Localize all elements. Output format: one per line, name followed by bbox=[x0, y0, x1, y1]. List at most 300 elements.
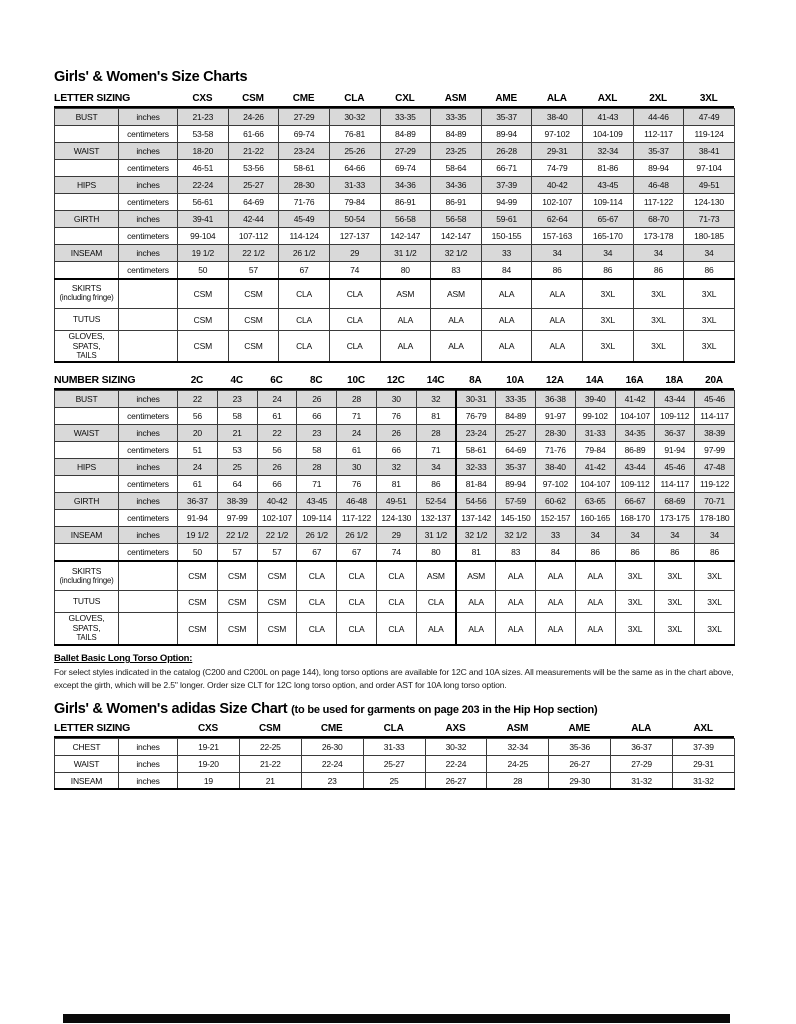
size-cell: 67 bbox=[337, 544, 377, 561]
size-cell: 26-28 bbox=[481, 143, 532, 160]
garment-label-text: SKIRTS bbox=[71, 565, 102, 576]
size-cell: 109-114 bbox=[583, 194, 634, 211]
size-cell: 150-155 bbox=[481, 228, 532, 245]
column-header: CSM bbox=[242, 93, 264, 104]
size-cell: 22 1/2 bbox=[257, 527, 297, 544]
size-cell: 35-36 bbox=[549, 738, 611, 755]
size-cell: 34 bbox=[695, 527, 735, 544]
size-cell: ALA bbox=[380, 309, 431, 331]
note-line-2: except the girth, which will be 2.5" longer. Order size CLT for 12C long torso option, and order AST for 10A long torso option. bbox=[54, 679, 507, 690]
size-cell: ALA bbox=[481, 309, 532, 331]
garment-row bbox=[55, 613, 735, 645]
size-cell: ALA bbox=[456, 613, 496, 645]
row-label: INSEAM bbox=[55, 527, 119, 544]
row-label: WAIST bbox=[55, 425, 119, 442]
table-row bbox=[55, 408, 735, 425]
page-bottom-bar bbox=[63, 1014, 730, 1023]
size-cell: 76 bbox=[376, 408, 416, 425]
size-cell: 84-89 bbox=[380, 126, 431, 143]
size-cell: 71-76 bbox=[536, 442, 576, 459]
size-cell: CSM bbox=[178, 309, 229, 331]
size-cell: ALA bbox=[536, 591, 576, 613]
size-cell: 86 bbox=[615, 544, 655, 561]
size-cell: 18-20 bbox=[178, 143, 229, 160]
garment-label bbox=[55, 279, 119, 309]
size-cell: 66-71 bbox=[481, 160, 532, 177]
size-cell: 84-89 bbox=[431, 126, 482, 143]
size-cell: CSM bbox=[217, 613, 257, 645]
size-cell: 114-117 bbox=[695, 408, 735, 425]
size-cell: 57 bbox=[257, 544, 297, 561]
size-cell: 97-99 bbox=[217, 510, 257, 527]
column-header: CLA bbox=[383, 722, 404, 734]
size-cell: 57 bbox=[217, 544, 257, 561]
garment-row bbox=[55, 309, 735, 331]
unit-label: inches bbox=[119, 425, 178, 442]
size-cell: 40-42 bbox=[532, 177, 583, 194]
size-cell: CSM bbox=[228, 279, 279, 309]
size-cell: 22 1/2 bbox=[228, 245, 279, 262]
table-row bbox=[55, 772, 735, 789]
size-cell: ALA bbox=[496, 591, 536, 613]
column-header: CME bbox=[320, 722, 343, 734]
size-cell: 97-102 bbox=[532, 126, 583, 143]
size-cell: 57 bbox=[228, 262, 279, 279]
size-cell: CLA bbox=[376, 591, 416, 613]
row-label bbox=[55, 442, 119, 459]
size-cell: 66 bbox=[257, 476, 297, 493]
unit-label: centimeters bbox=[119, 160, 178, 177]
ballet-long-torso-note bbox=[54, 653, 734, 692]
size-cell: 37-39 bbox=[481, 177, 532, 194]
size-cell: 112-117 bbox=[633, 126, 684, 143]
size-cell: 31 1/2 bbox=[380, 245, 431, 262]
size-cell: 43-45 bbox=[583, 177, 634, 194]
size-cell: 97-104 bbox=[684, 160, 735, 177]
unit-label: centimeters bbox=[119, 408, 178, 425]
size-cell: 86 bbox=[532, 262, 583, 279]
size-cell: 3XL bbox=[695, 613, 735, 645]
row-label: INSEAM bbox=[55, 772, 119, 789]
size-cell: 33 bbox=[536, 527, 576, 544]
size-cell: 102-107 bbox=[532, 194, 583, 211]
unit-label: inches bbox=[119, 738, 178, 755]
size-cell: 80 bbox=[380, 262, 431, 279]
size-cell: 51 bbox=[178, 442, 218, 459]
size-cell: 3XL bbox=[684, 331, 735, 363]
size-cell: 26 bbox=[257, 459, 297, 476]
size-cell: ALA bbox=[575, 561, 615, 591]
column-header: 6C bbox=[270, 375, 283, 387]
size-cell: 160-165 bbox=[575, 510, 615, 527]
column-header: 14C bbox=[426, 375, 445, 387]
size-cell: 21 bbox=[217, 425, 257, 442]
unit-label: inches bbox=[119, 143, 178, 160]
size-cell: 23-25 bbox=[431, 143, 482, 160]
size-cell: 3XL bbox=[695, 591, 735, 613]
size-cell: 3XL bbox=[615, 613, 655, 645]
number-sizing-table bbox=[54, 374, 734, 645]
size-cell: 86-91 bbox=[431, 194, 482, 211]
size-cell: 34 bbox=[583, 245, 634, 262]
size-cell: 38-39 bbox=[217, 493, 257, 510]
size-cell: 22 1/2 bbox=[217, 527, 257, 544]
unit-label bbox=[119, 561, 178, 591]
table-row bbox=[55, 425, 735, 442]
size-cell: 61-66 bbox=[228, 126, 279, 143]
size-cell: 46-51 bbox=[178, 160, 229, 177]
row-label bbox=[55, 126, 119, 143]
size-cell: 3XL bbox=[615, 561, 655, 591]
size-cell: 165-170 bbox=[583, 228, 634, 245]
size-cell: 107-112 bbox=[228, 228, 279, 245]
note-heading: Ballet Basic Long Torso Option: bbox=[54, 652, 193, 664]
size-cell: 20 bbox=[178, 425, 218, 442]
size-cell: 168-170 bbox=[615, 510, 655, 527]
size-cell: 80 bbox=[416, 544, 456, 561]
section3-title bbox=[54, 701, 734, 717]
size-cell: 28-30 bbox=[536, 425, 576, 442]
size-cell: CLA bbox=[376, 561, 416, 591]
size-cell: 28 bbox=[337, 391, 377, 408]
size-cell: 58-61 bbox=[456, 442, 496, 459]
size-cell: CLA bbox=[297, 561, 337, 591]
size-cell: 56-61 bbox=[178, 194, 229, 211]
size-cell: 66 bbox=[297, 408, 337, 425]
unit-label bbox=[119, 591, 178, 613]
size-cell: CSM bbox=[178, 279, 229, 309]
size-cell: 34-35 bbox=[615, 425, 655, 442]
size-cell: 97-99 bbox=[695, 442, 735, 459]
size-cell: CLA bbox=[329, 331, 380, 363]
size-cell: 61 bbox=[257, 408, 297, 425]
size-cell: 21 bbox=[239, 772, 301, 789]
size-cell: 22-25 bbox=[239, 738, 301, 755]
garment-label-sub: (including fringe) bbox=[59, 575, 114, 585]
size-cell: 49-51 bbox=[684, 177, 735, 194]
row-label bbox=[55, 194, 119, 211]
size-cell: 33-35 bbox=[380, 109, 431, 126]
size-cell: 25 bbox=[363, 772, 425, 789]
garment-label-text: TUTUS bbox=[72, 596, 101, 607]
column-header: 2C bbox=[190, 375, 204, 387]
size-cell: 23 bbox=[297, 425, 337, 442]
size-cell: 31 1/2 bbox=[416, 527, 456, 544]
size-cell: ALA bbox=[536, 613, 576, 645]
table-row bbox=[55, 510, 735, 527]
size-cell: 86 bbox=[655, 544, 695, 561]
size-cell: 26 1/2 bbox=[279, 245, 330, 262]
table-row bbox=[55, 755, 735, 772]
size-cell: 50-54 bbox=[329, 211, 380, 228]
size-cell: 19 1/2 bbox=[178, 245, 229, 262]
size-cell: 32 bbox=[416, 391, 456, 408]
size-cell: 64 bbox=[217, 476, 257, 493]
size-cell: 25 bbox=[217, 459, 257, 476]
size-cell: 58-61 bbox=[279, 160, 330, 177]
size-cell: ALA bbox=[456, 591, 496, 613]
size-cell: 89-94 bbox=[496, 476, 536, 493]
size-cell: 84-89 bbox=[496, 408, 536, 425]
size-cell: 91-97 bbox=[536, 408, 576, 425]
garment-row bbox=[55, 331, 735, 363]
size-cell: CLA bbox=[297, 591, 337, 613]
size-cell: CSM bbox=[257, 613, 297, 645]
column-header: CXS bbox=[192, 93, 213, 104]
size-cell: 21-22 bbox=[228, 143, 279, 160]
size-cell: 3XL bbox=[583, 309, 634, 331]
size-cell: ALA bbox=[575, 613, 615, 645]
size-cell: 32-34 bbox=[583, 143, 634, 160]
column-header: AXL bbox=[597, 93, 618, 104]
size-cell: CSM bbox=[178, 561, 218, 591]
size-cell: 25-27 bbox=[363, 755, 425, 772]
section1-title bbox=[54, 69, 734, 85]
size-cell: 26 bbox=[297, 391, 337, 408]
size-cell: ALA bbox=[536, 561, 576, 591]
garment-label bbox=[55, 613, 119, 645]
row-label bbox=[55, 510, 119, 527]
size-cell: 3XL bbox=[615, 591, 655, 613]
table-header-row bbox=[54, 722, 734, 738]
size-cell: 60-62 bbox=[536, 493, 576, 510]
size-cell: 3XL bbox=[633, 331, 684, 363]
size-cell: 34-36 bbox=[431, 177, 482, 194]
column-header: 10A bbox=[506, 375, 525, 387]
row-label bbox=[55, 408, 119, 425]
table-header-label: NUMBER SIZING bbox=[54, 374, 136, 387]
row-label bbox=[55, 544, 119, 561]
size-cell: CLA bbox=[416, 591, 456, 613]
size-cell: 35-37 bbox=[633, 143, 684, 160]
size-cell: ALA bbox=[532, 279, 583, 309]
unit-label: inches bbox=[119, 755, 178, 772]
size-cell: 59-61 bbox=[481, 211, 532, 228]
size-cell: 180-185 bbox=[684, 228, 735, 245]
size-cell: 91-94 bbox=[178, 510, 218, 527]
size-cell: 53 bbox=[217, 442, 257, 459]
size-cell: CLA bbox=[279, 309, 330, 331]
size-cell: 39-40 bbox=[575, 391, 615, 408]
table-row bbox=[55, 211, 735, 228]
size-cell: 173-175 bbox=[655, 510, 695, 527]
size-cell: 22 bbox=[178, 391, 218, 408]
size-cell: 27-29 bbox=[611, 755, 673, 772]
size-cell: 86-91 bbox=[380, 194, 431, 211]
unit-label: inches bbox=[119, 772, 178, 789]
size-cell: 41-42 bbox=[575, 459, 615, 476]
note-line-1: For select styles indicated in the catalog (C200 and C200L on page 144), long torso options are available for 12C and 10A sizes. All measurements will be the same as in the chart above, bbox=[54, 666, 734, 677]
row-label bbox=[55, 476, 119, 493]
size-cell: 21-23 bbox=[178, 109, 229, 126]
size-cell: 33-35 bbox=[431, 109, 482, 126]
size-cell: 79-84 bbox=[575, 442, 615, 459]
size-cell: 27-29 bbox=[380, 143, 431, 160]
size-cell: 137-142 bbox=[456, 510, 496, 527]
size-cell: CSM bbox=[228, 309, 279, 331]
size-cell: 43-45 bbox=[297, 493, 337, 510]
size-cell: 52-54 bbox=[416, 493, 456, 510]
size-cell: 3XL bbox=[684, 309, 735, 331]
size-cell: 81-86 bbox=[583, 160, 634, 177]
size-cell: 36-38 bbox=[536, 391, 576, 408]
column-header: CLA bbox=[344, 93, 365, 104]
size-cell: CLA bbox=[376, 613, 416, 645]
size-cell: 19 bbox=[178, 772, 240, 789]
size-cell: 89-94 bbox=[633, 160, 684, 177]
size-cell: 21-22 bbox=[239, 755, 301, 772]
size-cell: 178-180 bbox=[695, 510, 735, 527]
size-cell: CSM bbox=[178, 613, 218, 645]
size-cell: CSM bbox=[178, 591, 218, 613]
size-cell: 29 bbox=[329, 245, 380, 262]
size-cell: 64-69 bbox=[228, 194, 279, 211]
garment-label-text: GLOVES, SPATS, bbox=[68, 331, 105, 351]
size-cell: 23 bbox=[301, 772, 363, 789]
size-cell: 64-66 bbox=[329, 160, 380, 177]
column-header: 12A bbox=[546, 375, 564, 387]
size-cell: 26 1/2 bbox=[297, 527, 337, 544]
size-cell: 74 bbox=[376, 544, 416, 561]
size-cell: 68-69 bbox=[655, 493, 695, 510]
size-cell: 23-24 bbox=[456, 425, 496, 442]
size-grid bbox=[54, 108, 735, 363]
size-cell: 86 bbox=[684, 262, 735, 279]
size-cell: 62-64 bbox=[532, 211, 583, 228]
size-cell: 19-21 bbox=[178, 738, 240, 755]
size-cell: CSM bbox=[178, 331, 229, 363]
size-cell: 34 bbox=[575, 527, 615, 544]
size-cell: 41-43 bbox=[583, 109, 634, 126]
row-label: INSEAM bbox=[55, 245, 119, 262]
column-header: 14A bbox=[585, 375, 604, 387]
size-cell: 109-112 bbox=[655, 408, 695, 425]
size-cell: 142-147 bbox=[431, 228, 482, 245]
size-cell: 30-32 bbox=[425, 738, 487, 755]
size-cell: 76-81 bbox=[329, 126, 380, 143]
table-row bbox=[55, 391, 735, 408]
size-cell: ALA bbox=[532, 331, 583, 363]
size-cell: 25-27 bbox=[496, 425, 536, 442]
size-cell: 70-71 bbox=[695, 493, 735, 510]
size-cell: 142-147 bbox=[380, 228, 431, 245]
size-cell: 36-37 bbox=[178, 493, 218, 510]
size-cell: 117-122 bbox=[633, 194, 684, 211]
size-cell: 157-163 bbox=[532, 228, 583, 245]
size-cell: 32 1/2 bbox=[496, 527, 536, 544]
size-cell: 32-34 bbox=[487, 738, 549, 755]
size-cell: 46-48 bbox=[633, 177, 684, 194]
size-cell: 104-107 bbox=[615, 408, 655, 425]
unit-label: inches bbox=[119, 211, 178, 228]
size-cell: 132-137 bbox=[416, 510, 456, 527]
garment-label bbox=[55, 561, 119, 591]
row-label: WAIST bbox=[55, 143, 119, 160]
size-cell: ALA bbox=[496, 613, 536, 645]
size-cell: 32 bbox=[376, 459, 416, 476]
row-label: GIRTH bbox=[55, 493, 119, 510]
size-cell: 46-48 bbox=[337, 493, 377, 510]
size-cell: 71 bbox=[416, 442, 456, 459]
size-cell: 58 bbox=[217, 408, 257, 425]
table-row bbox=[55, 262, 735, 279]
size-cell: CSM bbox=[257, 591, 297, 613]
unit-label bbox=[119, 613, 178, 645]
size-cell: 50 bbox=[178, 544, 218, 561]
unit-label bbox=[119, 309, 178, 331]
size-cell: ASM bbox=[431, 279, 482, 309]
column-header: 18A bbox=[665, 375, 684, 387]
size-cell: 83 bbox=[431, 262, 482, 279]
unit-label bbox=[119, 331, 178, 363]
table-row bbox=[55, 109, 735, 126]
column-header: 8A bbox=[469, 375, 482, 387]
size-cell: 69-74 bbox=[279, 126, 330, 143]
row-label: WAIST bbox=[55, 755, 119, 772]
table-row bbox=[55, 160, 735, 177]
size-cell: 29-31 bbox=[673, 755, 735, 772]
size-cell: 37-39 bbox=[673, 738, 735, 755]
size-cell: 30-32 bbox=[329, 109, 380, 126]
table-row bbox=[55, 194, 735, 211]
size-cell: 81-84 bbox=[456, 476, 496, 493]
size-cell: 30 bbox=[337, 459, 377, 476]
size-cell: 86 bbox=[583, 262, 634, 279]
size-cell: 64-69 bbox=[496, 442, 536, 459]
size-cell: 53-58 bbox=[178, 126, 229, 143]
size-cell: 86 bbox=[633, 262, 684, 279]
column-header: ASM bbox=[444, 93, 467, 104]
size-cell: 31-33 bbox=[363, 738, 425, 755]
size-cell: 57-59 bbox=[496, 493, 536, 510]
row-label bbox=[55, 160, 119, 177]
size-cell: CLA bbox=[279, 279, 330, 309]
size-cell: 86 bbox=[575, 544, 615, 561]
section3-subtitle: (to be used for garments on page 203 in the Hip Hop section) bbox=[291, 703, 598, 716]
row-label: BUST bbox=[55, 109, 119, 126]
section3-title-text: Girls' & Women's adidas Size Chart bbox=[54, 700, 288, 717]
size-cell: 67 bbox=[297, 544, 337, 561]
size-cell: CLA bbox=[329, 279, 380, 309]
size-cell: 3XL bbox=[655, 613, 695, 645]
column-header: 2XL bbox=[649, 93, 667, 104]
table-row bbox=[55, 442, 735, 459]
table-row bbox=[55, 544, 735, 561]
column-header: 3XL bbox=[699, 93, 718, 104]
size-cell: 99-102 bbox=[575, 408, 615, 425]
size-cell: 124-130 bbox=[684, 194, 735, 211]
size-cell: 22-24 bbox=[425, 755, 487, 772]
table-header-label: LETTER SIZING bbox=[54, 92, 131, 104]
size-cell: 86 bbox=[416, 476, 456, 493]
size-cell: 53-56 bbox=[228, 160, 279, 177]
size-cell: 28-30 bbox=[279, 177, 330, 194]
size-cell: 65-67 bbox=[583, 211, 634, 228]
size-cell: 29 bbox=[376, 527, 416, 544]
size-cell: 102-107 bbox=[257, 510, 297, 527]
table-row bbox=[55, 738, 735, 755]
size-cell: 86-89 bbox=[615, 442, 655, 459]
size-cell: 24-25 bbox=[487, 755, 549, 772]
column-header: CSM bbox=[259, 722, 281, 734]
letter-sizing-table bbox=[54, 92, 734, 363]
column-header: AME bbox=[568, 722, 591, 734]
size-cell: 3XL bbox=[633, 279, 684, 309]
unit-label: centimeters bbox=[119, 544, 178, 561]
size-cell: 3XL bbox=[695, 561, 735, 591]
size-cell: 35-37 bbox=[496, 459, 536, 476]
size-cell: 38-39 bbox=[695, 425, 735, 442]
